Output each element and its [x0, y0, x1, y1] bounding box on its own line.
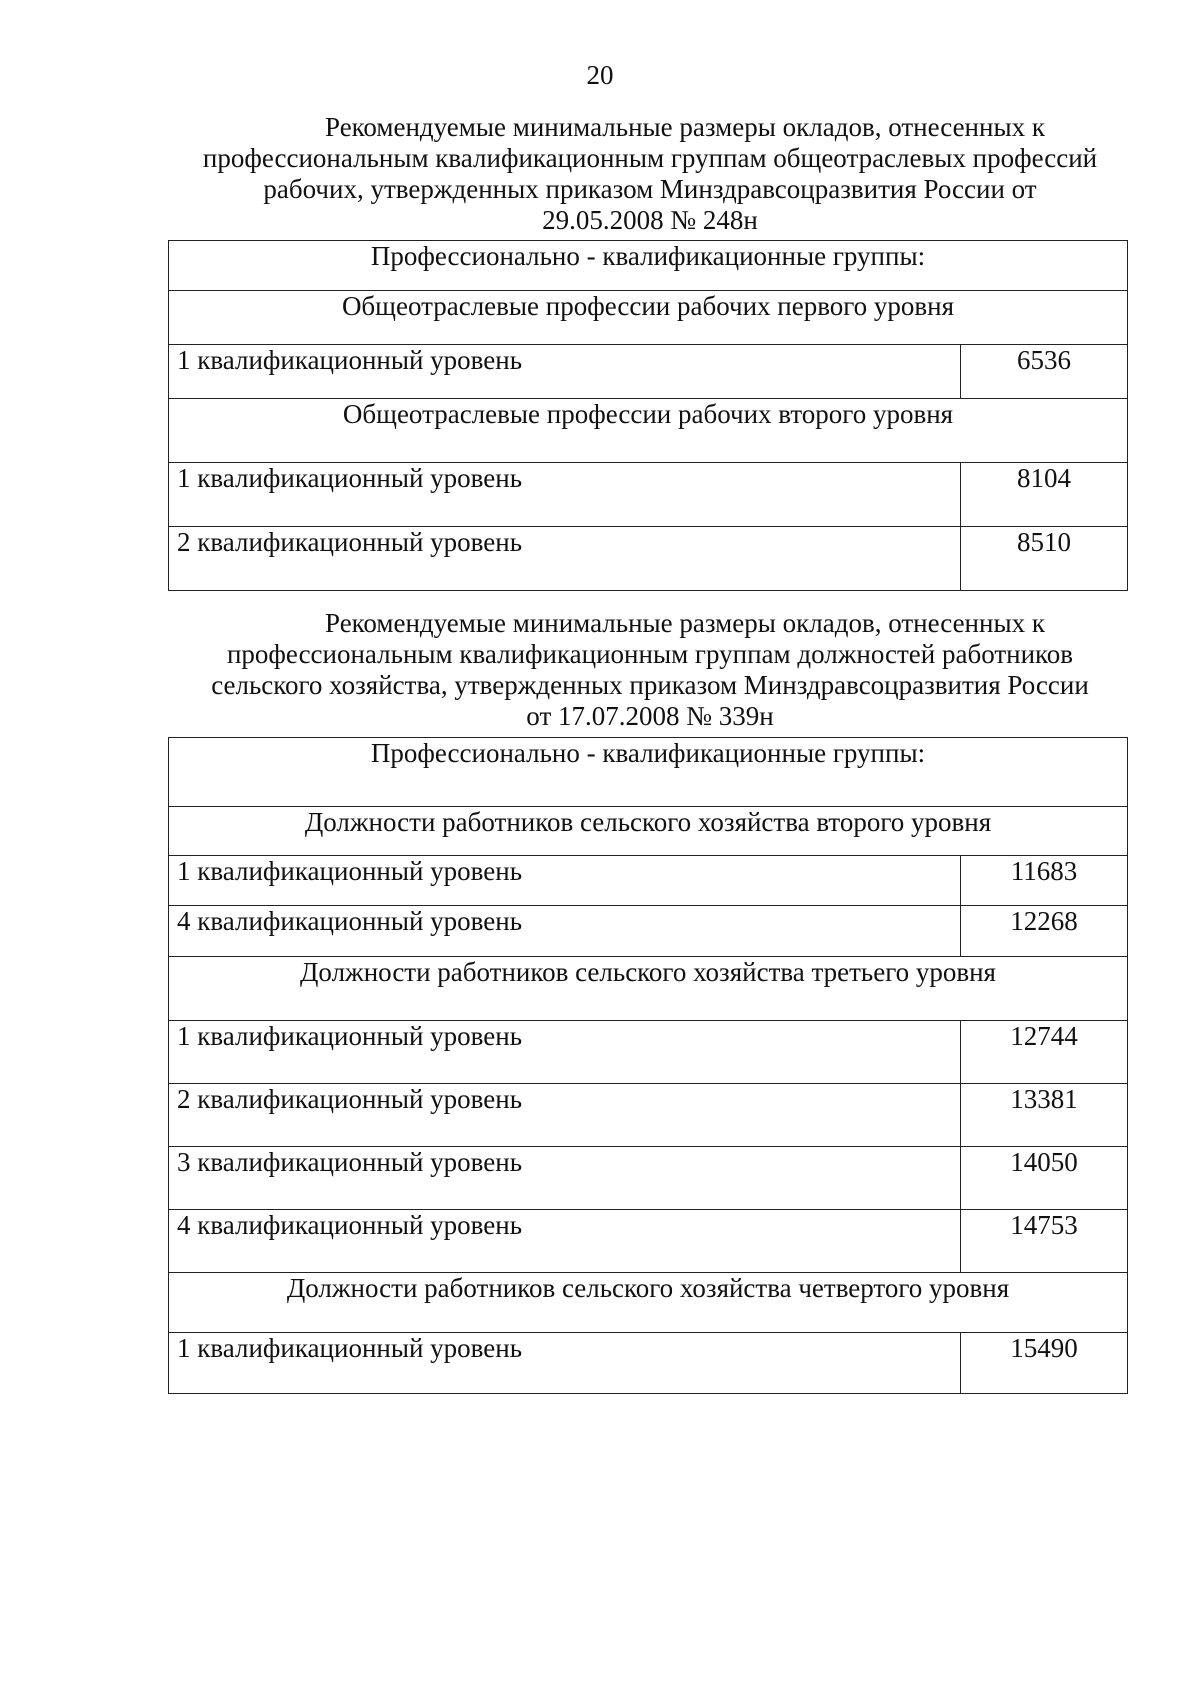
group-row: [169, 1273, 1128, 1333]
table-header: Профессионально - квалификационные группы:: [169, 738, 1128, 807]
group-row: [169, 399, 1128, 463]
salary-value-cell: 11683: [961, 856, 1128, 906]
level-cell: 1 квалификационный уровень: [169, 345, 961, 399]
table-row: [169, 463, 1128, 527]
level-cell: 1 квалификационный уровень: [169, 1333, 961, 1394]
salary-value-cell: 14753: [961, 1210, 1128, 1273]
salary-table-2: [168, 737, 1128, 1394]
level-cell: 2 квалификационный уровень: [169, 1084, 961, 1147]
level-cell: 2 квалификационный уровень: [169, 527, 961, 591]
heading-line: 29.05.2008 № 248н: [542, 205, 758, 235]
group-title: Общеотраслевые профессии рабочих первого уровня: [169, 291, 1128, 345]
table-header-row: [169, 738, 1128, 807]
heading-line: профессиональным квалификационным группам общеотраслевых профессий: [202, 143, 1098, 173]
table-row: [169, 1021, 1128, 1084]
heading-line: Рекомендуемые минимальные размеры окладов, отнесенных к: [325, 608, 1045, 638]
table-row: [169, 1333, 1128, 1394]
table-row: [169, 906, 1128, 957]
table-row: [169, 1147, 1128, 1210]
table-header: Профессионально - квалификационные группы:: [169, 241, 1128, 291]
heading-line: рабочих, утвержденных приказом Минздравсоцразвития России от: [263, 174, 1037, 204]
heading-line: профессиональным квалификационным группам должностей работников: [226, 639, 1074, 669]
table-header-row: [169, 241, 1128, 291]
table-row: [169, 1210, 1128, 1273]
table-row: [169, 345, 1128, 399]
salary-value-cell: 6536: [961, 345, 1128, 399]
salary-value-cell: 15490: [961, 1333, 1128, 1394]
salary-value-cell: 12268: [961, 906, 1128, 957]
level-cell: 1 квалификационный уровень: [169, 856, 961, 906]
salary-value-cell: 13381: [961, 1084, 1128, 1147]
heading-line: сельского хозяйства, утвержденных приказом Минздравсоцразвития России: [211, 670, 1089, 700]
table-row: [169, 856, 1128, 906]
level-cell: 3 квалификационный уровень: [169, 1147, 961, 1210]
group-title: Должности работников сельского хозяйства четвертого уровня: [169, 1273, 1128, 1333]
heading-line: от 17.07.2008 № 339н: [526, 701, 774, 731]
heading-line: Рекомендуемые минимальные размеры окладов, отнесенных к: [325, 112, 1045, 142]
level-cell: 4 квалификационный уровень: [169, 1210, 961, 1273]
group-title: Должности работников сельского хозяйства третьего уровня: [169, 957, 1128, 1021]
group-row: [169, 807, 1128, 856]
salary-table-1: [168, 240, 1128, 591]
section-1-heading: [170, 112, 1130, 236]
group-title: Должности работников сельского хозяйства второго уровня: [169, 807, 1128, 856]
group-row: [169, 291, 1128, 345]
salary-value-cell: 14050: [961, 1147, 1128, 1210]
table-row: [169, 527, 1128, 591]
page-number: 20: [586, 60, 614, 90]
group-title: Общеотраслевые профессии рабочих второго уровня: [169, 399, 1128, 463]
level-cell: 4 квалификационный уровень: [169, 906, 961, 957]
salary-value-cell: 8104: [961, 463, 1128, 527]
section-2-heading: [170, 608, 1130, 732]
group-row: [169, 957, 1128, 1021]
level-cell: 1 квалификационный уровень: [169, 1021, 961, 1084]
salary-value-cell: 8510: [961, 527, 1128, 591]
level-cell: 1 квалификационный уровень: [169, 463, 961, 527]
table-row: [169, 1084, 1128, 1147]
salary-value-cell: 12744: [961, 1021, 1128, 1084]
